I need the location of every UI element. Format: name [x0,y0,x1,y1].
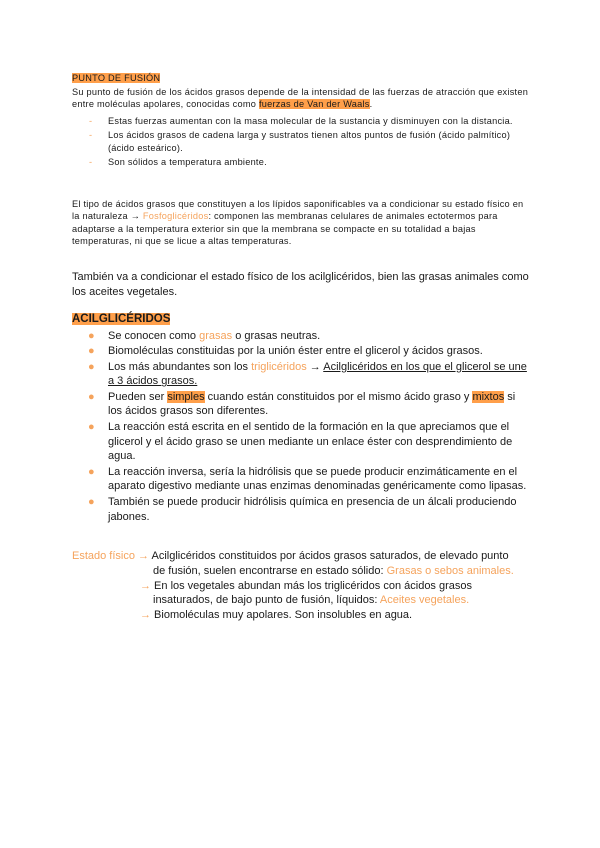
acilgliceridos-list [72,329,532,525]
simples-highlight: simples [167,390,205,403]
arrow-text: → [306,360,324,373]
list-item-text: Los más abundantes son los [108,360,252,373]
dash-bullet: - [89,116,93,126]
estado-text: Biomoléculas muy apolares. Son insolubles en agua. [151,609,413,622]
list-item [72,465,532,495]
paragraph-text: Su punto de fusión de los ácidos grasos depende de la intensidad de las fuerzas de atracción que existen entre moléculas apolares, conocidas como [72,87,529,110]
list-item-text: La reacción inversa, sería la hidrólisis que se puede producir enzimáticamente en el aparato digestivo mediante unas enzimas denominadas genéricamente como lipasas. [108,465,527,493]
punto-fusion-paragraph [72,86,532,111]
estado-line-4 [72,593,532,608]
dash-bullet: - [89,130,93,141]
fosfogliceridos-term: Fosfoglicéridos [142,211,209,222]
dot-bullet: ● [88,420,95,433]
list-item [72,390,532,420]
list-item-text: La reacción está escrita en el sentido de la formación en la que apreciamos que el glicerol y el ácido graso se unen mediante un enlace éster con desprendimiento de agua. [108,420,513,463]
estado-text: Acilglicéridos constituidos por ácidos grasos saturados, de elevado punto [149,550,509,562]
list-item-text: o grasas neutras. [232,330,321,342]
estado-line-2 [72,564,532,579]
list-item-text: También se puede producir hidrólisis química en presencia de un álcali produciendo jabones. [108,495,517,523]
list-item [72,495,532,525]
list-item [72,115,532,127]
list-item [72,360,532,390]
trigliceridos-definition: Acilglicéridos en los que el glicerol se une a 3 ácidos grasos. [108,360,527,388]
list-item-text: Biomoléculas constituidas por la unión éster entre el glicerol y ácidos grasos. [108,345,483,358]
list-item [72,156,532,168]
paragraph-text: . [369,99,373,110]
dash-bullet: - [89,157,93,168]
acilgliceridos-intro-paragraph: También va a condicionar el estado físico de los acilglicéridos, bien las grasas animales como los aceites vegetales. [72,271,529,298]
estado-text: En los vegetales abundan más los triglicéridos con ácidos grasos [151,579,473,592]
estado-fisico-label: Estado físico → [72,550,150,562]
dot-bullet: ● [88,465,95,478]
list-item-text: Estas fuerzas aumentan con la masa molecular de la sustancia y disminuyen con la distancia. [108,116,513,126]
heading-highlight: PUNTO DE FUSIÓN [72,73,161,83]
estado-line-5 [72,608,532,623]
list-item-text: si los ácidos grasos son diferentes. [108,390,516,418]
list-item-text: Se conocen como [108,330,200,342]
list-item-text: Pueden ser [108,390,168,403]
paragraph-text: : componen las membranas celulares de animales ectotermos para adaptarse a la temperatura exterior sin que la membrana se compacte en su totalidad a bajas temperaturas, ni que se licue a altas temperaturas. [72,211,498,247]
dot-bullet: ● [88,495,95,508]
estado-line-1 [72,549,532,564]
grasas-sebos-term: Grasas o sebos animales. [386,564,514,577]
aceites-vegetales-term: Aceites vegetales. [379,594,470,607]
trigliceridos-term: triglicéridos [251,360,307,373]
dot-bullet: ● [88,390,95,403]
grasas-term: grasas [199,330,233,342]
list-item [72,344,532,359]
lipidos-paragraph [72,198,532,248]
paragraph-text: El tipo de ácidos grasos que constituyen a los lípidos saponificables va a condicionar su estado físico en la naturaleza → [72,199,524,222]
list-item [72,329,532,344]
arrow-icon: → [140,579,151,592]
van-der-waals-highlight: fuerzas de Van der Waals [258,99,370,110]
punto-fusion-list [72,115,532,171]
section-heading-punto-de-fusion [72,72,160,84]
list-item [72,129,532,154]
estado-fisico-section [72,549,532,623]
list-item [72,420,532,464]
estado-line-3 [72,579,532,594]
section-heading-acilgliceridos [72,313,170,325]
dot-bullet: ● [88,360,95,373]
estado-text: insaturados, de bajo punto de fusión, líquidos: [153,594,380,607]
arrow-icon: → [140,609,151,622]
list-item-text: cuando están constituidos por el mismo ácido graso y [204,390,473,403]
list-item-text: Los ácidos grasos de cadena larga y sustratos tienen altos puntos de fusión (ácido palmítico) (ácido esteárico). [108,130,511,153]
list-item-text: Son sólidos a temperatura ambiente. [108,157,267,168]
dot-bullet: ● [88,330,95,342]
dot-bullet: ● [88,345,95,358]
heading-highlight: ACILGLICÉRIDOS [72,313,171,325]
mixtos-highlight: mixtos [472,390,505,403]
estado-text: de fusión, suelen encontrarse en estado sólido: [153,564,387,577]
